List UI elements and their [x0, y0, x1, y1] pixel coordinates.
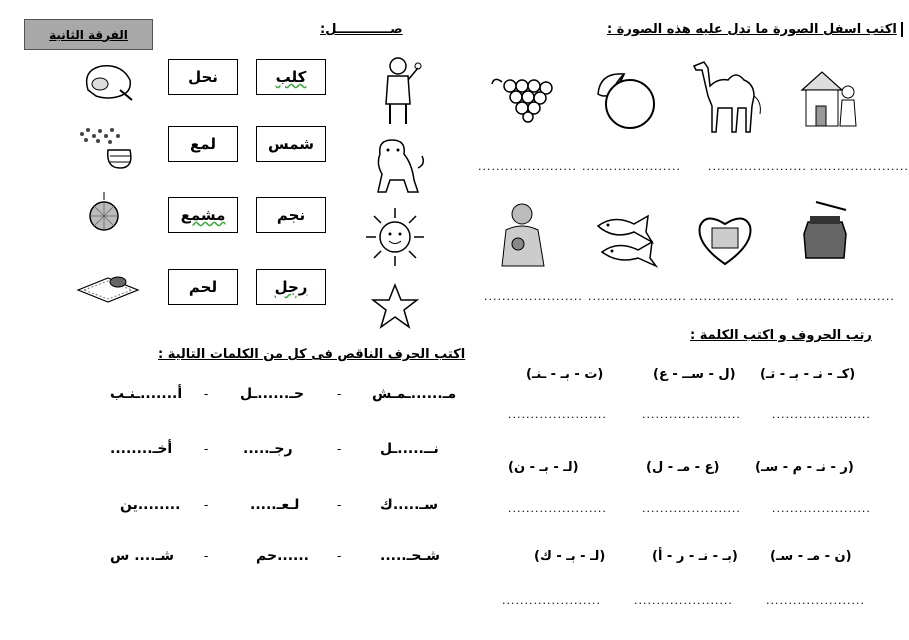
missing-letter-title: اكتب الحرف الناقص فى كل من الكلمات التالية :	[158, 347, 466, 362]
scrambled-letters: (كـ - نـ - بـ - تـ)	[760, 367, 856, 382]
word-box[interactable]	[168, 126, 238, 162]
bees-hive-icon	[74, 124, 140, 172]
answer-dots[interactable]: ......................	[582, 160, 681, 173]
heart-icon	[694, 210, 756, 268]
separator-dash: -	[204, 387, 209, 401]
band-label: الفرقة الثانية	[49, 27, 128, 42]
answer-dots[interactable]: ......................	[766, 594, 865, 607]
scrambled-letters: (ع - مـ - ل)	[646, 460, 720, 475]
answer-dots[interactable]: ......................	[588, 290, 687, 303]
order-letters-title: رتب الحروف و اكتب الكلمة :	[690, 328, 872, 343]
answer-dots[interactable]: ......................	[508, 502, 607, 515]
sun-icon	[362, 204, 428, 270]
answer-dots[interactable]: ......................	[502, 594, 601, 607]
word-text: كلب	[275, 68, 307, 86]
answer-dots[interactable]: ......................	[810, 160, 909, 173]
separator-dash: -	[337, 442, 342, 456]
answer-dots[interactable]: ......................	[484, 290, 583, 303]
separator-dash: -	[337, 498, 342, 512]
missing-word[interactable]: شـ.... س	[110, 548, 175, 564]
separator-dash: -	[204, 498, 209, 512]
word-text: مشمع	[180, 206, 226, 224]
word-text: نجم	[276, 206, 306, 224]
answer-dots[interactable]: ......................	[642, 502, 741, 515]
star-icon	[370, 282, 420, 330]
missing-word[interactable]: أ.......ـنـب	[110, 386, 183, 402]
hut-people-icon	[796, 64, 860, 132]
answer-dots[interactable]: ......................	[708, 160, 807, 173]
scrambled-letters: (ت - بـ - ـنـ)	[526, 367, 604, 382]
word-box[interactable]	[256, 197, 326, 233]
missing-word[interactable]: رجـ.....	[243, 441, 293, 457]
match-title: صــــــــــــل:	[320, 22, 403, 37]
word-text: نحل	[188, 68, 218, 86]
dog-icon	[372, 134, 428, 196]
word-text: رجل	[274, 278, 308, 296]
word-box[interactable]	[168, 197, 238, 233]
man-figure-icon	[378, 54, 422, 126]
separator-dash: -	[204, 549, 209, 563]
scrambled-letters: (لـ - بـ - ك)	[534, 549, 606, 564]
answer-dots[interactable]: ......................	[772, 408, 871, 421]
answer-dots[interactable]: ......................	[478, 160, 577, 173]
ham-leg-icon	[78, 60, 136, 104]
disco-ball-icon	[86, 192, 122, 236]
missing-word[interactable]: ......حم	[256, 548, 309, 564]
missing-word[interactable]: شـحـ.....	[380, 548, 441, 564]
answer-dots[interactable]: ......................	[690, 290, 789, 303]
scrambled-letters: (بـ - نـ - ر - أ)	[652, 549, 738, 564]
answer-dots[interactable]: ......................	[796, 290, 895, 303]
peach-icon	[590, 64, 662, 134]
separator-dash: -	[204, 442, 209, 456]
answer-dots[interactable]: ......................	[634, 594, 733, 607]
separator-dash: -	[337, 387, 342, 401]
answer-dots[interactable]: ......................	[642, 408, 741, 421]
answer-dots[interactable]: ......................	[772, 502, 871, 515]
missing-word[interactable]: نــ.....ـل	[380, 441, 439, 457]
word-box[interactable]	[256, 269, 326, 305]
scrambled-letters: (ل - ســ - ع)	[653, 367, 736, 382]
answer-dots[interactable]: ......................	[508, 408, 607, 421]
separator-dash: -	[337, 549, 342, 563]
word-text: لمع	[190, 135, 216, 153]
grapes-icon	[490, 70, 560, 122]
girl-icon	[496, 200, 552, 270]
missing-word[interactable]: أخـ........	[110, 441, 173, 457]
missing-word[interactable]: ........ين	[120, 497, 181, 513]
scrambled-letters: (لـ - بـ - ن)	[508, 460, 579, 475]
picnic-table-icon	[74, 270, 142, 306]
missing-word[interactable]: حـ......ـل	[240, 386, 305, 402]
band-label-box	[24, 19, 153, 50]
pictures-title: اكتب اسفل الصورة ما تدل عليه هذه الصورة :	[607, 22, 903, 37]
word-box[interactable]	[256, 126, 326, 162]
honey-jar-icon	[800, 200, 854, 262]
missing-word[interactable]: مـ......ـمـش	[372, 386, 457, 402]
missing-word[interactable]: سـ.....ك	[380, 497, 438, 513]
camel-icon	[688, 56, 768, 136]
word-text: لحم	[188, 278, 218, 296]
scrambled-letters: (ر - نـ - م - سـ)	[755, 460, 854, 475]
word-box[interactable]	[168, 59, 238, 95]
missing-word[interactable]: لـعـ.....	[250, 497, 300, 513]
word-box[interactable]	[256, 59, 326, 95]
fish-icon	[594, 210, 660, 266]
word-text: شمس	[268, 135, 315, 153]
scrambled-letters: (ن - مـ - سـ)	[770, 549, 852, 564]
word-box[interactable]	[168, 269, 238, 305]
